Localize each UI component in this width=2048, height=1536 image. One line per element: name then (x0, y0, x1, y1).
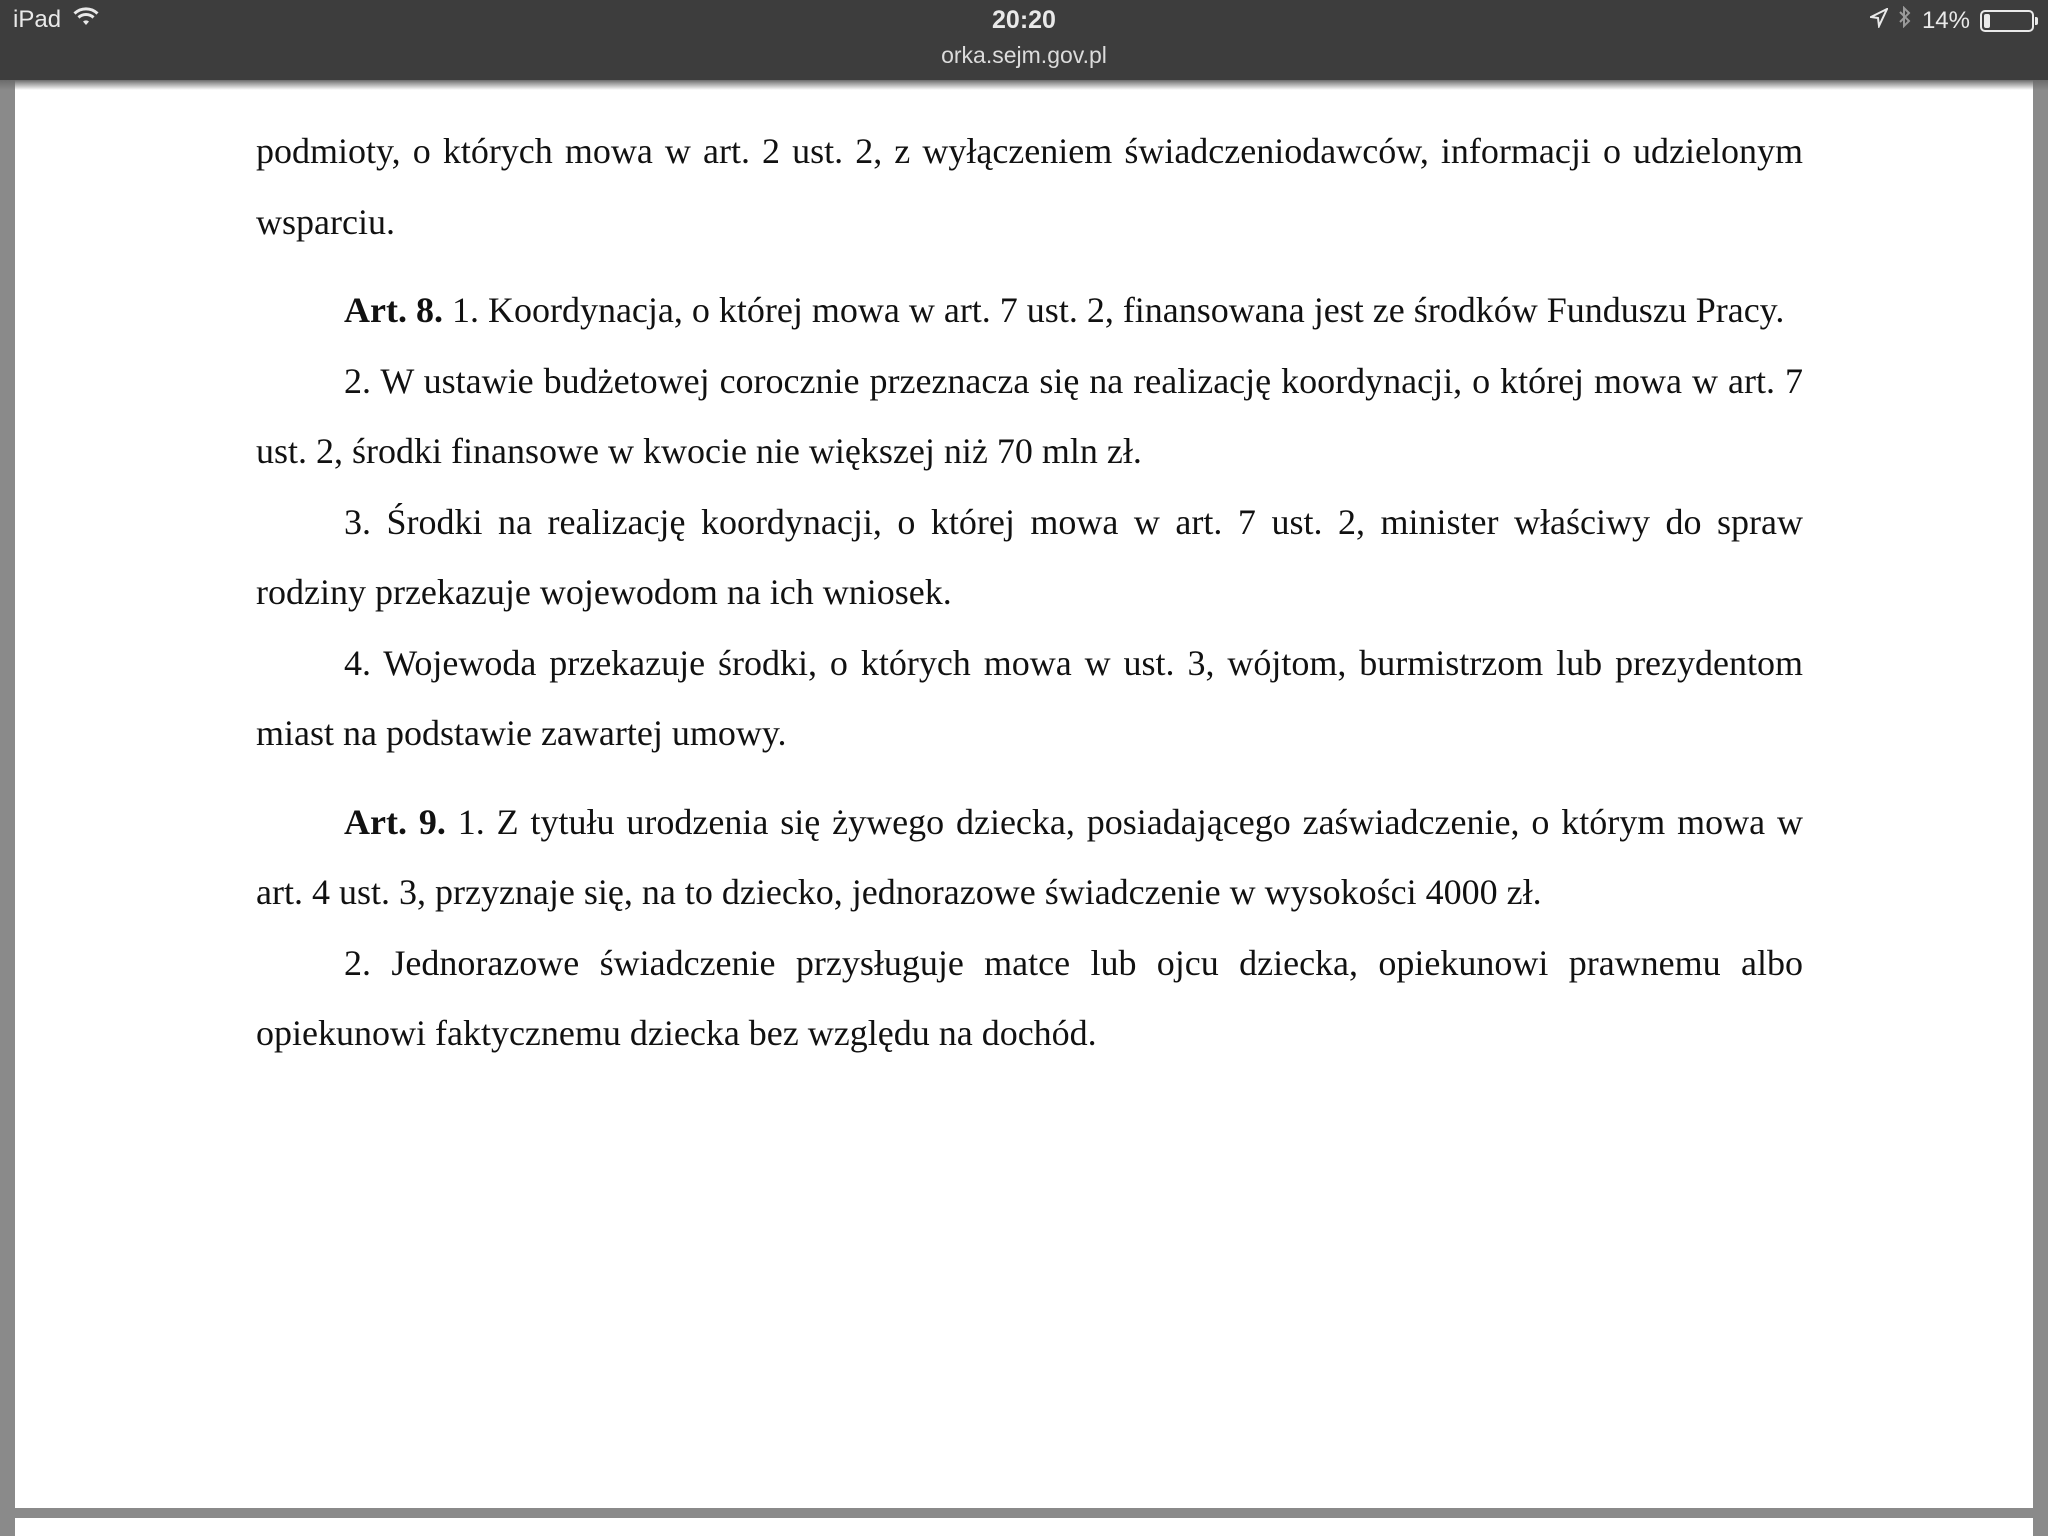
document-page[interactable] (15, 80, 2033, 1508)
article-heading: Art. 8. (344, 290, 443, 330)
paragraph-text: 3. Środki na realizację koordynacji, o której mowa w art. 7 ust. 2, minister właściwy do spraw rodziny przekazuje wojewodom na ich wniosek. (256, 501, 1803, 612)
paragraph-art-8-4 (256, 628, 1803, 769)
paragraph-art-8-3 (256, 487, 1803, 628)
next-page-edge[interactable] (15, 1518, 2033, 1536)
battery-percent: 14% (1921, 6, 1970, 34)
paragraph-art-8-2 (256, 346, 1803, 487)
paragraph-art-9-2 (256, 928, 1803, 1069)
paragraph-art-9-1 (256, 787, 1803, 928)
status-bar (0, 0, 2048, 80)
status-time: 20:20 (992, 6, 1056, 34)
document-text (256, 80, 1803, 1069)
paragraph-text: 1. Koordynacja, o której mowa w art. 7 ust. 2, finansowana jest ze środków Funduszu Pracy. (442, 290, 1785, 330)
paragraph-text: 2. Jednorazowe świadczenie przysługuje matce lub ojcu dziecka, opiekunowi prawnemu albo opiekunowi faktycznemu dziecka bez względu na dochód. (256, 942, 1803, 1053)
paragraph-continuation (256, 116, 1803, 257)
paragraph-art-8-1 (256, 275, 1803, 346)
toolbar-shadow (0, 80, 2048, 90)
battery-icon (1980, 10, 2034, 32)
paragraph-text: 1. Z tytułu urodzenia się żywego dziecka, posiadającego zaświadczenie, o którym mowa w art. 4 ust. 3, przyznaje się, na to dziecko, jednorazowe świadczenie w wysokości 4000 zł. (256, 801, 1803, 912)
paragraph-text: 2. W ustawie budżetowej corocznie przeznacza się na realizację koordynacji, o której mowa w art. 7 ust. 2, środki finansowe w kwocie nie większej niż 70 mln zł. (256, 360, 1803, 471)
battery-level-fill (1984, 14, 1990, 28)
article-heading: Art. 9. (344, 801, 446, 842)
location-arrow-icon (1870, 7, 1888, 35)
device-name: iPad (13, 6, 62, 33)
paragraph-text: podmioty, o których mowa w art. 2 ust. 2, z wyłączeniem świadczeniodawców, informacji o udzielonym wsparciu. (256, 131, 1803, 242)
url-address[interactable]: orka.sejm.gov.pl (941, 42, 1107, 68)
bluetooth-icon (1898, 6, 1912, 35)
status-right (1870, 6, 2034, 35)
paragraph-text: 4. Wojewoda przekazuje środki, o których mowa w ust. 3, wójtom, burmistrzom lub prezydentom miast na podstawie zawartej umowy. (256, 642, 1803, 753)
